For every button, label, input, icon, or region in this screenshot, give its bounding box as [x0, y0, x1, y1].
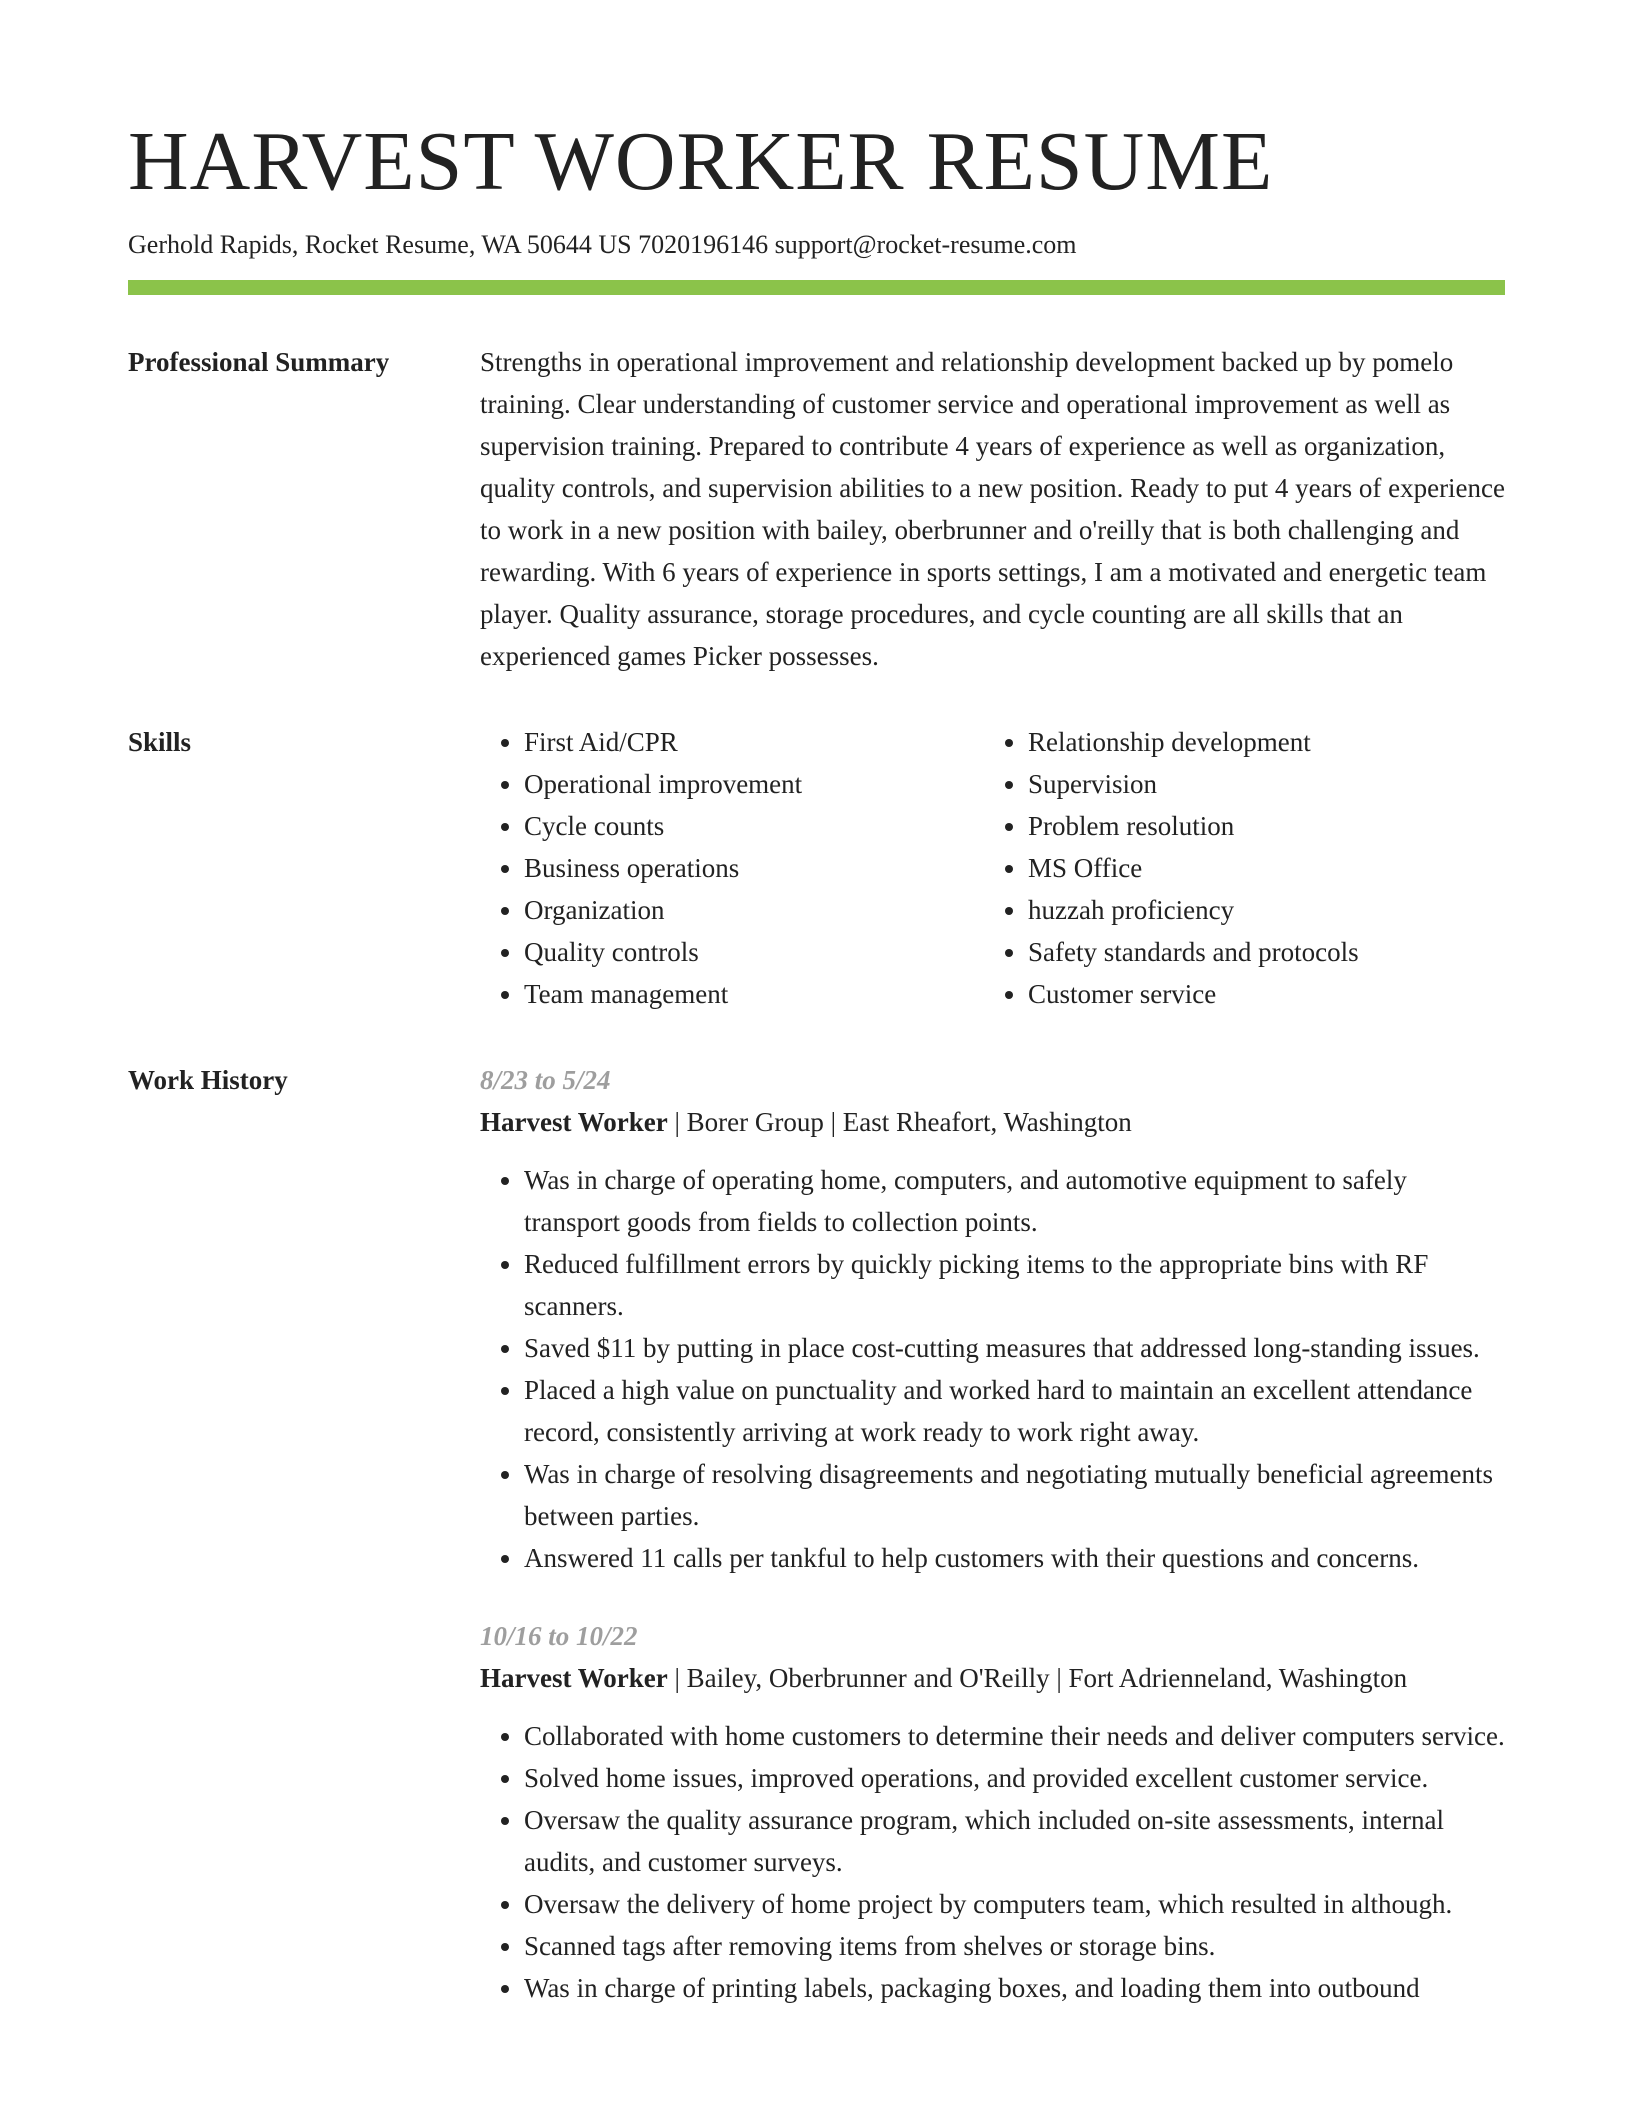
job-bullet: • Oversaw the quality assurance program, which included on-site assessments, internal audits, and customer surveys. — [524, 1799, 1505, 1883]
skill-item: • Quality controls — [524, 931, 984, 973]
job-bullet: • Scanned tags after removing items from shelves or storage bins. — [524, 1925, 1505, 1967]
work-history-heading: Work History — [128, 1065, 288, 1095]
job-bullet: • Was in charge of resolving disagreements and negotiating mutually beneficial agreements between parties. — [524, 1453, 1505, 1537]
job-details: | Borer Group | East Rheafort, Washington — [667, 1107, 1132, 1137]
skill-item: • Operational improvement — [524, 763, 984, 805]
resume-page — [128, 112, 1505, 2009]
skill-item: • Relationship development — [1028, 721, 1488, 763]
skills-list-right — [984, 721, 1488, 1015]
work-history-section — [128, 1067, 1505, 2009]
job-role: Harvest Worker — [480, 1107, 668, 1137]
accent-divider — [128, 280, 1505, 295]
skill-item: • Team management — [524, 973, 984, 1015]
summary-text: Strengths in operational improvement and relationship development backed up by pomelo training. Clear understanding of customer service and operational improvement as well as supervision training. Prepared to contribute 4 years of experience as well as organization, quality controls, and supervision abilities to a new position. Ready to put 4 years of experience to work in a new position with bailey, oberbrunner and o'reilly that is both challenging and rewarding. With 6 years of experience in sports settings, I am a motivated and energetic team player. Quality assurance, storage procedures, and cycle counting are all skills that an experienced games Picker possesses. — [480, 347, 1506, 671]
job-dates: 10/16 to 10/22 — [480, 1621, 638, 1651]
summary-section — [128, 349, 1505, 677]
summary-heading: Professional Summary — [128, 347, 390, 377]
skills-section — [128, 729, 1505, 1015]
job-bullet: • Solved home issues, improved operations, and provided excellent customer service. — [524, 1757, 1505, 1799]
skills-list-left — [480, 721, 984, 1015]
job-bullet: • Placed a high value on punctuality and worked hard to maintain an excellent attendance record, consistently arriving at work ready to work right away. — [524, 1369, 1505, 1453]
skill-item: • Safety standards and protocols — [1028, 931, 1488, 973]
job-entry — [480, 1059, 1505, 1579]
skill-item: • Supervision — [1028, 763, 1488, 805]
contact-line: Gerhold Rapids, Rocket Resume, WA 50644 US 7020196146 support@rocket-resume.com — [128, 230, 1077, 259]
job-role: Harvest Worker — [480, 1663, 668, 1693]
job-bullet: • Was in charge of printing labels, packaging boxes, and loading them into outbound — [524, 1967, 1505, 2009]
skill-item: • huzzah proficiency — [1028, 889, 1488, 931]
resume-title: HARVEST WORKER RESUME — [128, 115, 1274, 208]
job-bullet: • Was in charge of operating home, computers, and automotive equipment to safely transport goods from fields to collection points. — [524, 1159, 1505, 1243]
job-dates: 8/23 to 5/24 — [480, 1065, 611, 1095]
skill-item: • Organization — [524, 889, 984, 931]
skill-item: • Problem resolution — [1028, 805, 1488, 847]
job-header — [480, 1657, 1505, 1699]
job-entry — [480, 1615, 1505, 2009]
job-bullet: • Oversaw the delivery of home project by computers team, which resulted in although. — [524, 1883, 1505, 1925]
job-details: | Bailey, Oberbrunner and O'Reilly | Fort Adrienneland, Washington — [667, 1663, 1408, 1693]
skill-item: • Customer service — [1028, 973, 1488, 1015]
job-bullet: • Reduced fulfillment errors by quickly picking items to the appropriate bins with RF scanners. — [524, 1243, 1505, 1327]
job-header — [480, 1101, 1505, 1143]
skill-item: • MS Office — [1028, 847, 1488, 889]
skill-item: • Business operations — [524, 847, 984, 889]
job-bullet: • Collaborated with home customers to determine their needs and deliver computers service. — [524, 1715, 1505, 1757]
job-bullets — [480, 1159, 1505, 1579]
job-bullet: • Saved $11 by putting in place cost-cutting measures that addressed long-standing issues. — [524, 1327, 1505, 1369]
job-bullets — [480, 1715, 1505, 2009]
skill-item: • First Aid/CPR — [524, 721, 984, 763]
skills-heading: Skills — [128, 727, 192, 757]
skill-item: • Cycle counts — [524, 805, 984, 847]
job-bullet: • Answered 11 calls per tankful to help customers with their questions and concerns. — [524, 1537, 1505, 1579]
